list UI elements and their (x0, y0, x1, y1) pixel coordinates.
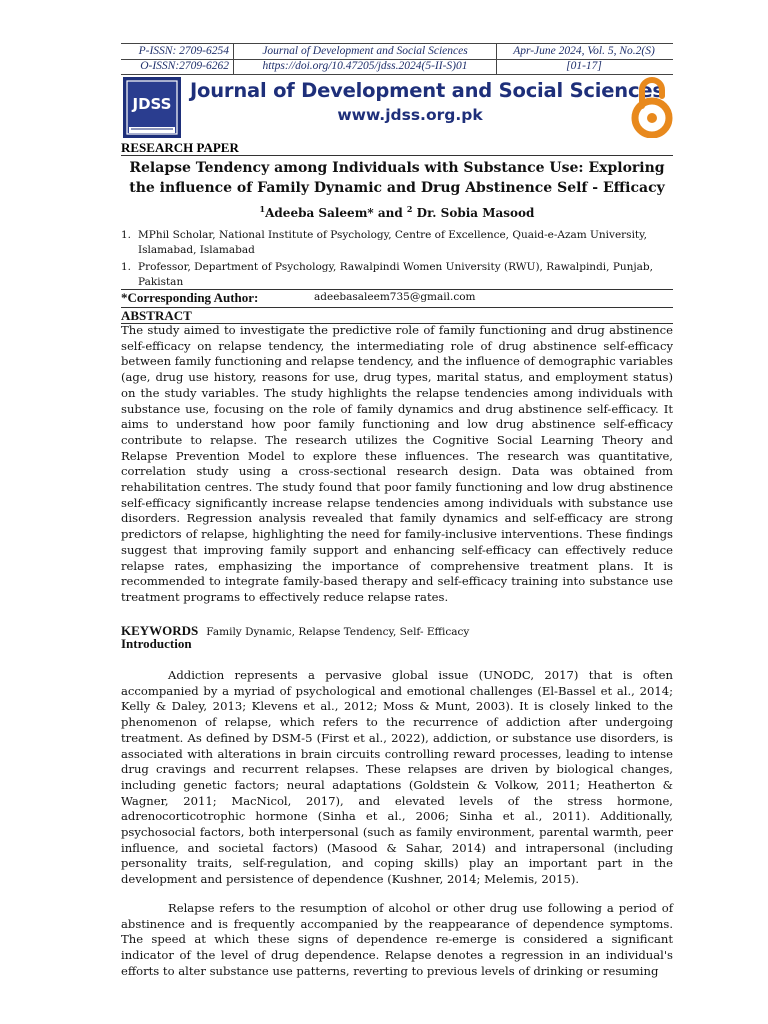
introduction-heading: Introduction (121, 636, 192, 651)
corresponding-email[interactable]: adeebasaleem735@gmail.com (314, 291, 476, 303)
author-2-marker: 2 (406, 204, 413, 214)
author-1: Adeeba Saleem* and (265, 206, 407, 220)
jdss-logo (123, 77, 181, 138)
doi-link[interactable]: https://doi.org/10.47205/jdss.2024(5-II-S)01 (233, 59, 497, 74)
header-info-table (121, 43, 673, 75)
journal-name: Journal of Development and Social Sciences (233, 44, 497, 59)
paper-type-label: RESEARCH PAPER (121, 140, 239, 155)
author-list (121, 204, 673, 220)
o-issn: O-ISSN:2709-6262 (140, 60, 229, 72)
affiliation-number: 1. (121, 261, 132, 273)
keywords-row (121, 620, 673, 639)
p-issn: P-ISSN: 2709-6254 (138, 45, 229, 57)
logo-text: JDSS (132, 95, 172, 113)
page-range: [01-17] (566, 60, 602, 72)
affiliation-text: MPhil Scholar, National Institute of Psychology, Centre of Excellence, Quaid-e-Azam University, Islamabad, Islamabad (138, 229, 648, 256)
divider (121, 307, 673, 308)
affiliation-text: Professor, Department of Psychology, Rawalpindi Women University (RWU), Rawalpindi, Punjab, Pakistan (138, 261, 653, 288)
affiliation-1 (121, 228, 673, 258)
divider (121, 155, 673, 156)
keywords-list: Family Dynamic, Relapse Tendency, Self- Efficacy (206, 626, 470, 638)
abstract-text: The study aimed to investigate the predictive role of family functioning and drug abstinence self-efficacy on relapse tendency, the intermediating role of drug abstinence self-efficacy between family functioning and relapse tendency, and the influence of demographic variables (age, drug use history, reasons for use, drug types, marital status, and employment status) on the study variables. The study highlights the relapse tendencies among individuals with substance use, focusing on the role of family dynamics and drug abstinence self-efficacy. It aims to understand how poor family functioning and low drug abstinence self-efficacy contribute to relapse. The research utilizes the Cognitive Social Learning Theory and Relapse Prevention Model to explore these influences. The research was quantitative, correlation study using a cross-sectional research design. Data was obtained from rehabilitation centres. The study found that poor family functioning and low drug abstinence self-efficacy significantly increase relapse tendencies among individuals with substance use disorders. Regression analysis revealed that family dynamics and self-efficacy are strong predictors of relapse, highlighting the need for family-inclusive interventions. These findings suggest that improving family support and enhancing self-efficacy can effectively reduce relapse rates, emphasizing the importance of comprehensive treatment plans. It is recommended to integrate family-based therapy and self-efficacy training into substance use treatment programs to effectively reduce relapse rates. (121, 323, 673, 604)
paper-title (121, 158, 673, 198)
author-2: Dr. Sobia Masood (412, 206, 535, 220)
intro-paragraph-2: Relapse refers to the resumption of alcohol or other drug use following a period of abstinence and is frequently accompanied by the reappearance of dependence symptoms. The speed at which these signs of dependence re-emerge is considered a significant indicator of the level of drug dependence. Relapse denotes a regression in an individual's efforts to alter substance use patterns, reverting to previous levels of drinking or resuming (121, 901, 673, 978)
header-row-1 (121, 44, 673, 60)
affiliation-number: 1. (121, 229, 132, 241)
open-access-icon (630, 76, 674, 138)
keywords-heading: KEYWORDS (121, 623, 199, 638)
journal-website[interactable]: www.jdss.org.pk (337, 106, 483, 124)
title-line-2: the influence of Family Dynamic and Drug Abstinence Self - Efficacy (129, 180, 665, 196)
abstract-heading: ABSTRACT (121, 308, 192, 323)
intro-paragraph-1: Addiction represents a pervasive global issue (UNODC, 2017) that is often accompanied by a myriad of psychological and emotional challenges (El-Bassel et al., 2014; Kelly & Daley, 2013; Klevens et al., 2012; Moss & Munt, 2003). It is closely linked to the phenomenon of relapse, which refers to the recurrence of addiction after undergoing treatment. As defined by DSM-5 (First et al., 2022), addiction, or substance use disorders, is associated with alterations in brain circuits controlling reward processes, leading to intense drug cravings and recurrent relapses. These relapses are driven by biological changes, including genetic factors; neural adaptations (Goldstein & Volkow, 2011; Heatherton & Wagner, 2011; MacNicol, 2017), and elevated levels of the stress hormone, adrenocorticotrophic hormone (Sinha et al., 2006; Sinha et al., 2011). Additionally, psychosocial factors, both interpersonal (such as family environment, parental warmth, peer influence, and societal factors) (Masood & Sahar, 2014) and intrapersonal (including personality traits, self-regulation, and coping skills) play an important part in the development and persistence of dependence (Kushner, 2014; Melemis, 2015). (121, 668, 673, 887)
affiliation-2 (121, 260, 673, 290)
author-1-marker: 1 (259, 204, 266, 214)
journal-banner-title: Journal of Development and Social Sciences (190, 79, 664, 102)
title-line-1: Relapse Tendency among Individuals with Substance Use: Exploring (129, 160, 665, 176)
header-row-2 (121, 59, 673, 74)
issue-info: Apr-June 2024, Vol. 5, No.2(S) (513, 45, 655, 57)
corresponding-author-label: *Corresponding Author: (121, 290, 259, 305)
